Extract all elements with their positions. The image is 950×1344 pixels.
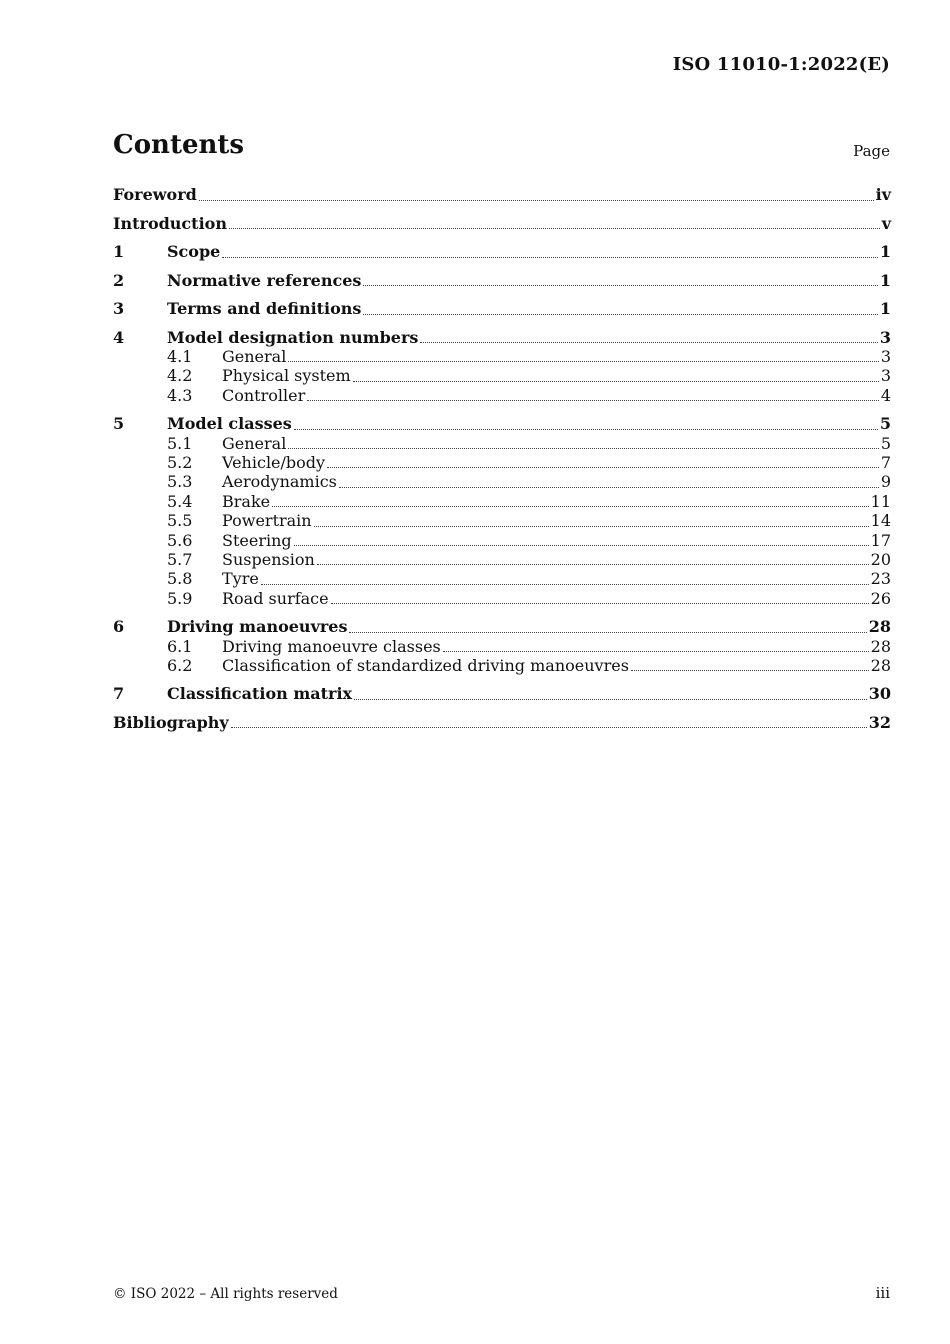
- toc-entry-page: 3: [879, 327, 891, 347]
- toc-dot-leader: [272, 506, 869, 507]
- toc-entry-page: 1: [879, 270, 891, 290]
- toc-entry-page: 32: [868, 712, 891, 732]
- toc-entry-title: Suspension: [222, 550, 315, 570]
- toc-clause-entry[interactable]: [113, 299, 891, 319]
- toc-entry-page: 9: [880, 472, 891, 492]
- toc-dot-leader: [199, 200, 874, 201]
- toc-entry-page: v: [881, 213, 891, 233]
- toc-entry-number: 5.2: [167, 453, 193, 473]
- toc-subclause-entry[interactable]: [113, 531, 891, 550]
- toc-clause-entry[interactable]: [113, 242, 891, 262]
- toc-subclause-entry[interactable]: [113, 386, 891, 405]
- toc-entry-title: Terms and definitions: [167, 299, 362, 318]
- toc-entry-title: General: [222, 347, 287, 366]
- footer-page-number: iii: [875, 1284, 890, 1302]
- toc-entry-page: iv: [875, 185, 891, 204]
- contents-heading: Contents: [113, 130, 245, 160]
- toc-dot-leader: [420, 342, 877, 343]
- toc-entry-number: 7: [113, 684, 125, 704]
- toc-entry-title: Driving manoeuvre classes: [222, 636, 441, 656]
- toc-clause-entry[interactable]: [113, 617, 891, 637]
- toc-dot-leader: [443, 651, 869, 652]
- page-column-label: Page: [853, 142, 890, 160]
- toc-dot-leader: [363, 314, 877, 315]
- toc-subclause-entry[interactable]: [113, 511, 891, 530]
- toc-subclause-entry[interactable]: [113, 589, 891, 608]
- toc-entry-title: Driving manoeuvres: [167, 617, 348, 637]
- toc-entry-number: 5.1: [167, 433, 193, 453]
- toc-entry-number: 6.2: [167, 656, 193, 676]
- toc-subclause-entry[interactable]: [113, 366, 891, 385]
- toc-entry-title: Bibliography: [113, 712, 229, 732]
- toc-clause-entry[interactable]: [113, 214, 891, 234]
- toc-dot-leader: [231, 727, 867, 728]
- toc-entry-number: 5.3: [167, 472, 193, 492]
- toc-entry-title: Tyre: [222, 569, 259, 589]
- toc-entry-page: 28: [870, 636, 891, 656]
- toc-entry-page: 20: [870, 550, 891, 570]
- toc-dot-leader: [354, 699, 867, 700]
- toc-entry-title: Foreword: [113, 185, 197, 204]
- toc-entry-page: 1: [879, 299, 891, 318]
- toc-dot-leader: [331, 603, 869, 604]
- toc-entry-number: 4.1: [167, 347, 193, 366]
- toc-entry-page: 30: [868, 684, 891, 704]
- toc-entry-number: 2: [113, 270, 125, 290]
- toc-entry-title: Powertrain: [222, 511, 312, 531]
- toc-entry-page: 4: [880, 385, 891, 405]
- table-of-contents: [113, 185, 891, 732]
- toc-entry-page: 28: [868, 617, 891, 637]
- toc-dot-leader: [317, 564, 869, 565]
- toc-entry-page: 7: [880, 453, 891, 473]
- toc-entry-number: 4.3: [167, 385, 193, 405]
- toc-entry-number: 5.5: [167, 511, 193, 531]
- toc-dot-leader: [294, 545, 869, 546]
- toc-subclause-entry[interactable]: [113, 347, 891, 366]
- toc-entry-number: 5.7: [167, 550, 193, 570]
- toc-dot-leader: [349, 632, 866, 633]
- toc-clause-entry[interactable]: [113, 684, 891, 704]
- toc-dot-leader: [353, 381, 879, 382]
- toc-entry-page: 26: [870, 588, 891, 608]
- toc-entry-title: General: [222, 433, 287, 453]
- toc-dot-leader: [288, 361, 878, 362]
- toc-entry-page: 3: [880, 347, 891, 366]
- toc-entry-page: 28: [870, 656, 891, 676]
- toc-subclause-entry[interactable]: [113, 434, 891, 453]
- toc-entry-number: 5.8: [167, 569, 193, 589]
- toc-clause-entry[interactable]: [113, 414, 891, 434]
- toc-entry-title: Steering: [222, 530, 292, 550]
- toc-entry-page: 1: [879, 242, 891, 261]
- toc-dot-leader: [222, 257, 878, 258]
- toc-clause-entry[interactable]: [113, 185, 891, 205]
- toc-dot-leader: [363, 285, 877, 286]
- toc-entry-title: Model classes: [167, 414, 292, 434]
- toc-entry-page: 11: [870, 491, 891, 511]
- toc-dot-leader: [229, 228, 880, 229]
- toc-entry-title: Normative references: [167, 270, 362, 290]
- toc-subclause-entry[interactable]: [113, 453, 891, 472]
- toc-entry-title: Classification matrix: [167, 684, 353, 704]
- footer-copyright: © ISO 2022 – All rights reserved: [113, 1286, 338, 1302]
- toc-entry-number: 5.9: [167, 588, 193, 608]
- toc-entry-number: 6: [113, 617, 125, 637]
- toc-entry-title: Brake: [222, 491, 271, 511]
- toc-entry-number: 6.1: [167, 636, 193, 656]
- toc-entry-title: Road surface: [222, 588, 329, 608]
- toc-subclause-entry[interactable]: [113, 492, 891, 511]
- toc-subclause-entry[interactable]: [113, 472, 891, 491]
- toc-dot-leader: [288, 448, 878, 449]
- toc-clause-entry[interactable]: [113, 271, 891, 291]
- toc-entry-page: 14: [870, 511, 891, 531]
- toc-clause-entry[interactable]: [113, 328, 891, 348]
- toc-subclause-entry[interactable]: [113, 637, 891, 656]
- toc-entry-page: 3: [880, 366, 891, 386]
- toc-entry-title: Controller: [222, 385, 306, 405]
- toc-clause-entry[interactable]: [113, 713, 891, 733]
- toc-entry-number: 4: [113, 327, 125, 347]
- toc-entry-title: Introduction: [113, 213, 227, 233]
- document-id: ISO 11010-1:2022(E): [672, 54, 890, 75]
- toc-entry-page: 23: [870, 569, 891, 589]
- toc-entry-page: 5: [879, 414, 891, 434]
- toc-entry-page: 5: [880, 433, 891, 453]
- toc-entry-title: Aerodynamics: [222, 472, 337, 492]
- toc-entry-title: Physical system: [222, 366, 351, 386]
- toc-entry-title: Vehicle/body: [222, 453, 326, 473]
- toc-entry-title: Model designation numbers: [167, 327, 419, 347]
- toc-dot-leader: [294, 429, 878, 430]
- toc-dot-leader: [339, 487, 879, 488]
- toc-entry-number: 5: [113, 414, 125, 434]
- toc-subclause-entry[interactable]: [113, 656, 891, 675]
- toc-subclause-entry[interactable]: [113, 550, 891, 569]
- toc-entry-title: Scope: [167, 242, 221, 261]
- toc-entry-number: 1: [113, 242, 125, 261]
- toc-subclause-entry[interactable]: [113, 569, 891, 588]
- toc-entry-page: 17: [870, 530, 891, 550]
- toc-dot-leader: [307, 400, 879, 401]
- toc-dot-leader: [314, 526, 869, 527]
- toc-entry-number: 5.6: [167, 530, 193, 550]
- toc-entry-number: 3: [113, 299, 125, 318]
- toc-entry-number: 5.4: [167, 491, 193, 511]
- toc-entry-title: Classification of standardized driving manoeuvres: [222, 656, 629, 676]
- toc-entry-number: 4.2: [167, 366, 193, 386]
- toc-dot-leader: [261, 584, 869, 585]
- toc-dot-leader: [327, 467, 879, 468]
- toc-dot-leader: [631, 670, 869, 671]
